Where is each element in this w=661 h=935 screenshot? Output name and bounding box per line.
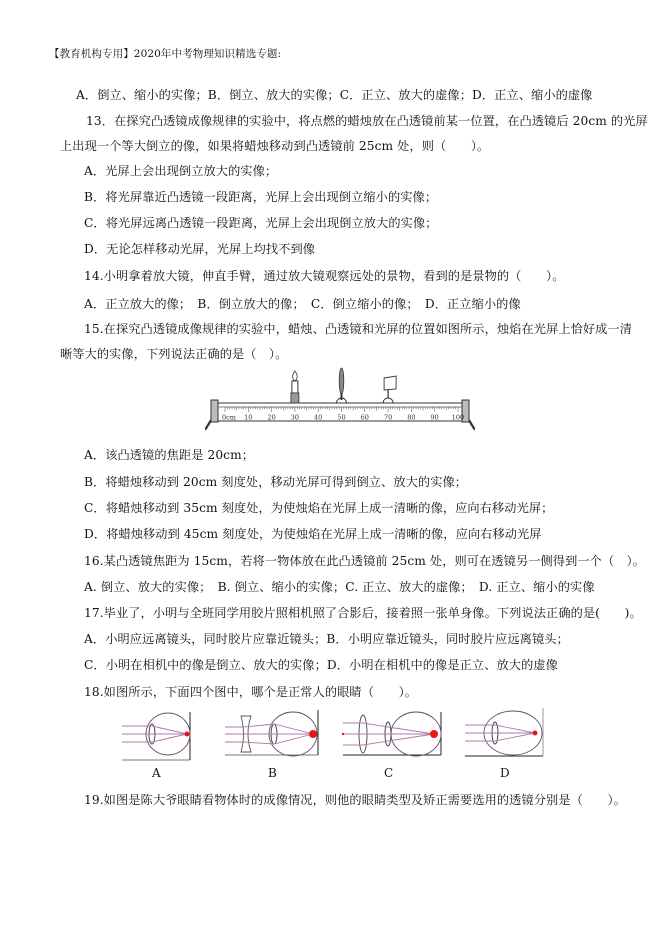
question-15-option-d: D．将蜡烛移动到 45cm 刻度处，为使烛焰在光屏上成一清晰的像，应向右移动光屏 xyxy=(84,527,542,541)
candle xyxy=(291,371,299,403)
ruler-label: 20 xyxy=(267,413,276,422)
question-15-option-c: C．将蜡烛移动到 35cm 刻度处，为使烛焰在光屏上成一清晰的像，应向右移动光屏； xyxy=(84,501,554,515)
question-15-option-a: A．该凸透镜的焦距是 20cm； xyxy=(84,448,255,462)
question-13-option-a: A．光屏上会出现倒立放大的实像； xyxy=(84,164,278,178)
question-18-stem: 18.如图所示，下面四个图中，哪个是正常人的眼睛（ ）。 xyxy=(84,685,418,699)
question-16-stem: 16.某凸透镜焦距为 15cm，若将一物体放在此凸透镜前 25cm 处，则可在透镜另一侧得到一个（ ）。 xyxy=(84,554,646,568)
question-17-options-1: A．小明应远离镜头，同时胶片应靠近镜头；B．小明应靠近镜头，同时胶片应远离镜头； xyxy=(84,632,569,646)
ruler-label: 50 xyxy=(337,413,346,422)
ruler-label: 0cm xyxy=(222,413,236,422)
eye-diagrams xyxy=(110,700,560,790)
question-15-option-b: B．将蜡烛移动到 20cm 刻度处，移动光屏可得到倒立、放大的实像； xyxy=(84,475,468,489)
question-13-stem: 13．在探究凸透镜成像规律的实验中，将点燃的蜡烛放在凸透镜前某一位置，在凸透镜后 20cm 的光屏 xyxy=(86,114,648,128)
question-17-options-2: C．小明在相机中的像是倒立、放大的实像；D．小明在相机中的像是正立、放大的虚像 xyxy=(84,658,558,672)
ruler-label: 80 xyxy=(407,413,416,422)
prev-question-options: A．倒立、缩小的实像；B．倒立、放大的实像；C．正立、放大的虚像；D．正立、缩小的虚像 xyxy=(76,88,593,102)
eye-diagram-b xyxy=(225,710,318,756)
question-13-option-c: C．将光屏远离凸透镜一段距离，光屏上会出现倒立放大的实像； xyxy=(84,216,438,230)
light-screen xyxy=(383,376,396,403)
question-14-options: A．正立放大的像； B．倒立放大的像； C．倒立缩小的像； D．正立缩小的像 xyxy=(84,297,521,311)
eye-label-a: A xyxy=(152,766,161,780)
question-13-stem-cont: 上出现一个等大倒立的像，如果将蜡烛移动到凸透镜前 25cm 处，则（ ）。 xyxy=(60,139,490,153)
page-header: 【教育机构专用】2020年中考物理知识精选专题: xyxy=(49,48,282,60)
ruler-label: 60 xyxy=(360,413,369,422)
eye-diagram-a xyxy=(122,712,190,760)
ruler-label: 40 xyxy=(314,413,323,422)
question-17-stem: 17.毕业了，小明与全班同学用胶片照相机照了合影后，接着照一张单身像。下列说法正确的是( )。 xyxy=(84,606,642,620)
eye-diagram-c xyxy=(342,712,441,756)
bench-post-left xyxy=(211,400,218,422)
convex-lens xyxy=(337,368,347,403)
question-13-option-d: D．无论怎样移动光屏，光屏上均找不到像 xyxy=(84,242,316,256)
question-15-stem-cont: 晰等大的实像，下列说法正确的是（ ）。 xyxy=(60,347,288,361)
ruler-label: 70 xyxy=(383,413,393,422)
question-16-options: A. 倒立、放大的实像； B. 倒立、缩小的实像；C. 正立、放大的虚像； D. 正立、缩小的实像 xyxy=(84,580,595,594)
ruler-label: 10 xyxy=(244,413,253,422)
question-15-stem: 15.在探究凸透镜成像规律的实验中，蜡烛、凸透镜和光屏的位置如图所示，烛焰在光屏上恰好成一清 xyxy=(84,322,633,336)
question-13-option-b: B．将光屏靠近凸透镜一段距离，光屏上会出现倒立缩小的实像； xyxy=(84,190,438,204)
eye-label-c: C xyxy=(384,766,394,780)
ruler-label: 30 xyxy=(290,413,300,422)
ruler-label: 100 xyxy=(451,413,465,422)
eye-label-b: B xyxy=(268,766,277,780)
question-19-stem: 19.如图是陈大爷眼睛看物体时的成像情况，则他的眼睛类型及矫正需要选用的透镜分别是（ ）。 xyxy=(84,793,626,807)
eye-diagram-d xyxy=(465,708,543,756)
optical-bench-figure xyxy=(205,365,475,430)
eye-label-d: D xyxy=(500,766,510,780)
question-14-stem: 14.小明拿着放大镜，伸直手臂，通过放大镜观察远处的景物，看到的是景物的（ ）。 xyxy=(84,269,565,283)
ruler-label: 90 xyxy=(430,413,439,422)
